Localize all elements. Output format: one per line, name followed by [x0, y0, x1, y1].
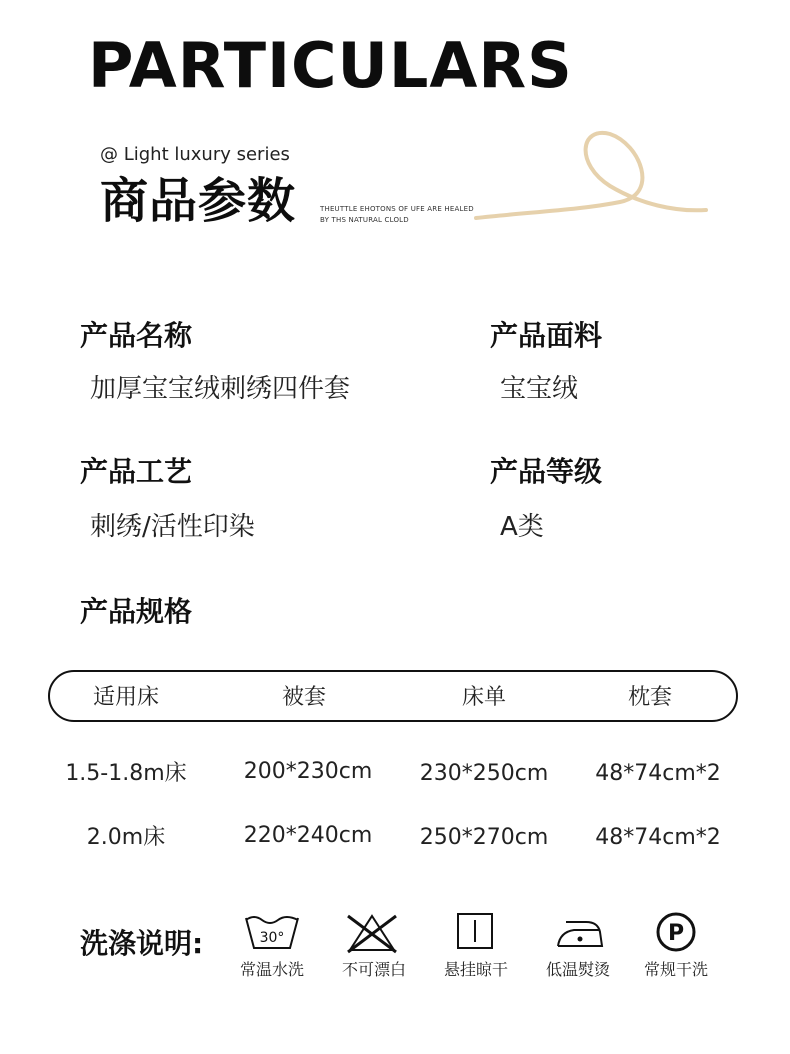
product-craft-value: 刺绣/活性印染: [90, 512, 255, 542]
table-cell-r2-bed: 2.0m床: [86, 825, 166, 850]
spec-header-pillowcase: 枕套: [627, 685, 672, 710]
product-name-label: 产品名称: [80, 319, 193, 352]
wash-label-dry-clean: 常规干洗: [643, 960, 708, 979]
table-cell-r1-duvet: 200*230cm: [243, 759, 373, 784]
no-bleach-icon: [342, 910, 402, 954]
product-name-value: 加厚宝宝绒刺绣四件套: [90, 374, 351, 404]
wash-30-icon: [242, 910, 302, 954]
tagline-line-1: THEUTTLE EHOTONS OF UFE ARE HEALED: [320, 205, 474, 213]
wash-label-no-bleach: 不可漂白: [341, 960, 406, 979]
table-cell-r2-pillowcase: 48*74cm*2: [595, 825, 721, 850]
series-subtitle: @ Light luxury series: [100, 144, 290, 165]
wash-label-low-iron: 低温熨烫: [545, 960, 610, 979]
decorative-swirl-icon: [470, 124, 710, 224]
table-cell-r1-sheet: 230*250cm: [419, 761, 549, 786]
page-title: PARTICULARS: [88, 29, 573, 102]
dry-clean-p-icon: [646, 910, 706, 954]
spec-header-duvet: 被套: [281, 685, 326, 710]
tagline-line-2: BY THS NATURAL CLOLD: [320, 216, 409, 224]
product-spec-label: 产品规格: [80, 595, 193, 628]
table-cell-r1-pillowcase: 48*74cm*2: [595, 761, 721, 786]
hang-dry-icon: [446, 910, 506, 954]
table-cell-r2-duvet: 220*240cm: [243, 823, 373, 848]
wash-label-hang-dry: 悬挂晾干: [443, 960, 508, 979]
product-craft-label: 产品工艺: [80, 455, 193, 488]
table-cell-r2-sheet: 250*270cm: [419, 825, 549, 850]
spec-header-bed: 适用床: [92, 685, 159, 710]
product-grade-value: A类: [500, 512, 544, 542]
wash-label-normal: 常温水洗: [239, 960, 304, 979]
low-iron-icon: [550, 910, 610, 954]
table-cell-r1-bed: 1.5-1.8m床: [65, 761, 187, 786]
section-title: 商品参数: [100, 173, 297, 229]
product-fabric-label: 产品面料: [490, 319, 603, 352]
wash-temp-badge: 30°: [259, 930, 285, 946]
dry-clean-badge: P: [667, 921, 685, 946]
spec-header-sheet: 床单: [461, 685, 506, 710]
tagline: [320, 204, 474, 226]
product-fabric-value: 宝宝绒: [500, 374, 579, 404]
washing-title: 洗涤说明:: [80, 927, 204, 960]
product-grade-label: 产品等级: [490, 455, 603, 488]
